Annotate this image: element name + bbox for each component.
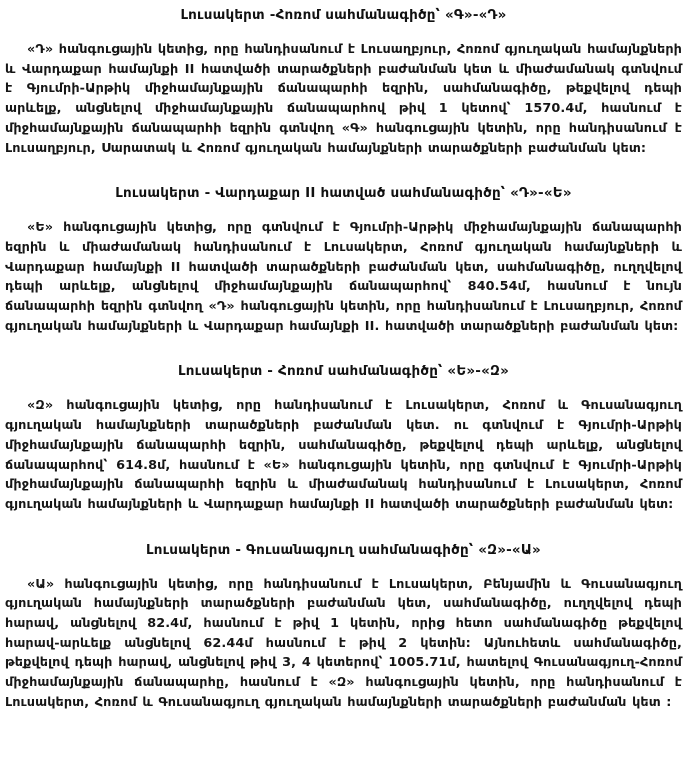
section-boundary-d-e: [5, 185, 682, 336]
section-boundary-g-d: [5, 7, 682, 158]
section-boundary-z-a: [5, 542, 682, 713]
section-boundary-e-z: [5, 363, 682, 514]
section-paragraph-z-a: «Ա» հանգուցային կետից, որը հանդիսանում է Լուսակերտ, Բենյամին և Գուսանագյուղ գյուղական համայնքների տարածքների բաժանման կետ, սահմանագիծը, ուղղվելով դեպի հարավ, անցնելով 82.4մ, հասնում է թիվ 1 կետին, որից հետո սահմանագիծը թեքվելով հարավ-արևելք անցնելով 62.44մ հասնում է թիվ 2 կետին: Այնուհետև սահմանագիծը, թեքվելով դեպի հարավ, անցնելով թիվ 3, 4 կետերով՝ 1005.71մ, հատելով Գուսանագյուղ-Հոռոմ միջհամայնքային ճանապարհը, հասնում է «Զ» հանգուցային կետին, որը հանդիսանում է Լուսակերտ, Հոռոմ և Գուսանագյուղ գյուղական համայնքների տարածքների բաժանման կետ :: [5, 576, 682, 710]
section-heading-e-z: Լուսակերտ - Հոռոմ սահմանագիծը՝ «Ե»-«Զ»: [177, 363, 510, 380]
section-heading-d-e: Լուսակերտ - Վարդաքար II հատված սահմանագիծը՝ «Դ»-«Ե»: [115, 185, 572, 202]
section-paragraph-g-d: «Դ» հանգուցային կետից, որը հանդիսանում է Լուսաղբյուր, Հոռոմ գյուղական համայնքների և Վարդաքար համայնքի II հատվածի տարածքների բաժանման կետ և միաժամանակ գտնվում է Գյումրի-Արթիկ միջհամայնքային ճանապարհի եզրին, սահմանագիծը, թեքվելով դեպի արևելք, անցնելով միջհամայնքային ճանապարհով թիվ 1 կետով՝ 1570.4մ, հասնում է միջհամայնքային ճանապարհի եզրին գտնվող «Գ» հանգուցային կետին, որը հանդիսանում է Լուսաղբյուր, Սարատակ և Հոռոմ գյուղական համայնքների տարածքների բաժանման կետ:: [5, 42, 682, 156]
section-heading-z-a: Լուսակերտ - Գուսանագյուղ սահմանագիծը՝ «Զ»-«Ա»: [146, 541, 541, 558]
section-paragraph-d-e: «Ե» հանգուցային կետից, որը գտնվում է Գյումրի-Արթիկ միջհամայնքային ճանապարհի եզրին և միաժամանակ հանդիսանում է Լուսակերտ, Հոռոմ գյուղական համայնքների և Վարդաքար համայնքի II հատվածի տարածքների բաժանման կետ, սահմանագիծը, ուղղվելով դեպի արևելք, անցնելով միջհամայնքային ճանապարհով՝ 840.54մ, հասնում է նույն ճանապարհի եզրին գտնվող «Դ» հանգուցային կետին, որը հանդիսանում է Լուսաղբյուր, Հոռոմ գյուղական համայնքների և Վարդաքար համայնքի II. հատվածի տարածքների բաժանման կետ:: [5, 220, 682, 334]
section-paragraph-e-z: «Զ» հանգուցային կետից, որը հանդիսանում է Լուսակերտ, Հոռոմ և Գուսանագյուղ գյուղական համայնքների տարածքների բաժանման կետ. ու գտնվում է Գյումրի-Արթիկ միջհամայնքային ճանապարհի եզրին, սահմանագիծը, թեքվելով դեպի արևելք, անցնելով ճանապարհով՝ 614.8մ, հասնում է «Ե» հանգուցային կետին, որը գտնվում է Գյումրի-Արթիկ միջհամայնքային ճանապարհի եզրին և միաժամանակ հանդիսանում է Լուսակերտ, Հոռոմ գյուղական համայնքների և Վարդաքար համայնքի II հատվածի տարածքների բաժանման կետ:: [5, 398, 682, 512]
section-heading-g-d: Լուսակերտ -Հոռոմ սահմանագիծը՝ «Գ»-«Դ»: [180, 7, 507, 23]
